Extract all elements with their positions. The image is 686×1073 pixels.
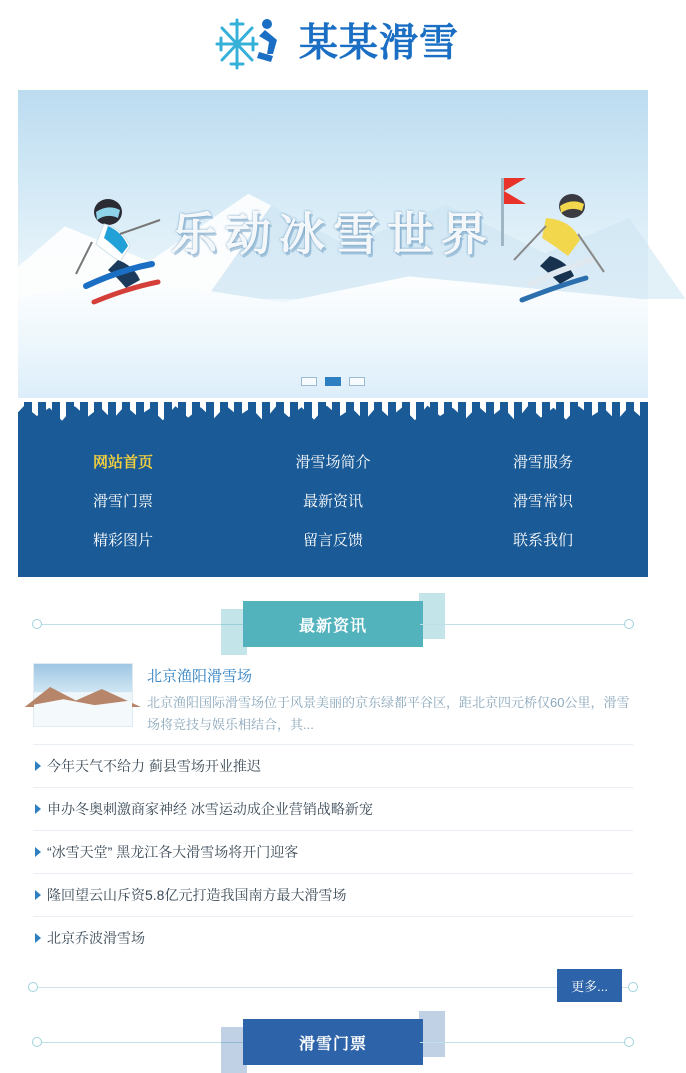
main-navigation	[18, 402, 648, 577]
tickets-node-right	[624, 1037, 634, 1047]
banner-dot-2[interactable]	[325, 377, 341, 386]
nav-item-ski-services[interactable]: 滑雪服务	[512, 454, 573, 471]
nav-item-ski-knowledge[interactable]: 滑雪常识	[512, 493, 573, 510]
featured-news-title[interactable]: 北京渔阳滑雪场	[147, 668, 253, 685]
nav-item-feedback[interactable]: 留言反馈	[302, 532, 363, 549]
nav-row-3	[18, 520, 648, 559]
banner-dot-1[interactable]	[301, 377, 317, 386]
banner-dot-3[interactable]	[349, 377, 365, 386]
list-item[interactable]: 申办冬奥刺激商家神经 冰雪运动成企业营销战略新宠	[33, 787, 633, 830]
more-divider	[32, 987, 634, 988]
nav-menu	[18, 428, 648, 577]
list-item[interactable]: 今年天气不给力 蓟县雪场开业推迟	[33, 744, 633, 787]
news-list	[33, 744, 633, 959]
snowflake-skier-icon	[207, 10, 293, 80]
nav-item-resort-intro[interactable]: 滑雪场简介	[295, 454, 371, 471]
nav-item-contact[interactable]: 联系我们	[512, 532, 573, 549]
list-item[interactable]: 隆回望云山斥资5.8亿元打造我国南方最大滑雪场	[33, 873, 633, 916]
more-node-right	[628, 982, 638, 992]
more-node-left	[28, 982, 38, 992]
tickets-section-header	[18, 1013, 648, 1071]
site-header	[0, 0, 666, 90]
ski-resort-thumbnail[interactable]	[33, 663, 133, 727]
featured-news-text	[147, 663, 633, 736]
section-divider-right	[420, 624, 630, 625]
tickets-divider-right	[420, 1042, 630, 1043]
news-more-bar	[18, 967, 648, 1007]
nav-item-tickets[interactable]: 滑雪门票	[92, 493, 153, 510]
nav-row-1	[18, 442, 648, 481]
nav-item-news[interactable]: 最新资讯	[302, 493, 363, 510]
section-divider-left	[36, 624, 246, 625]
tickets-section-title: 滑雪门票	[243, 1019, 423, 1065]
hero-banner[interactable]	[18, 90, 648, 398]
tickets-node-left	[32, 1037, 42, 1047]
list-item[interactable]: 北京乔波滑雪场	[33, 916, 633, 959]
banner-slide-dots[interactable]	[18, 377, 648, 386]
featured-news[interactable]	[33, 663, 633, 736]
nav-item-gallery[interactable]: 精彩图片	[92, 532, 153, 549]
site-logo-text: 某某滑雪	[298, 20, 459, 66]
section-node-left	[32, 619, 42, 629]
nav-row-2	[18, 481, 648, 520]
list-item[interactable]: “冰雪天堂” 黑龙江各大滑雪场将开门迎客	[33, 830, 633, 873]
tickets-divider-left	[36, 1042, 246, 1043]
nav-item-home[interactable]: 网站首页	[92, 454, 153, 471]
more-button[interactable]: 更多...	[557, 969, 622, 1002]
section-node-right	[624, 619, 634, 629]
news-section-header	[18, 595, 648, 653]
featured-news-desc: 北京渔阳国际滑雪场位于风景美丽的京东绿都平谷区，距北京四元桥仅60公里，滑雪场将竞技与娱乐相结合，其...	[147, 695, 630, 732]
banner-title: 乐动冰雪世界	[171, 207, 495, 261]
news-section-title: 最新资讯	[243, 601, 423, 647]
icicle-decoration	[18, 402, 648, 428]
